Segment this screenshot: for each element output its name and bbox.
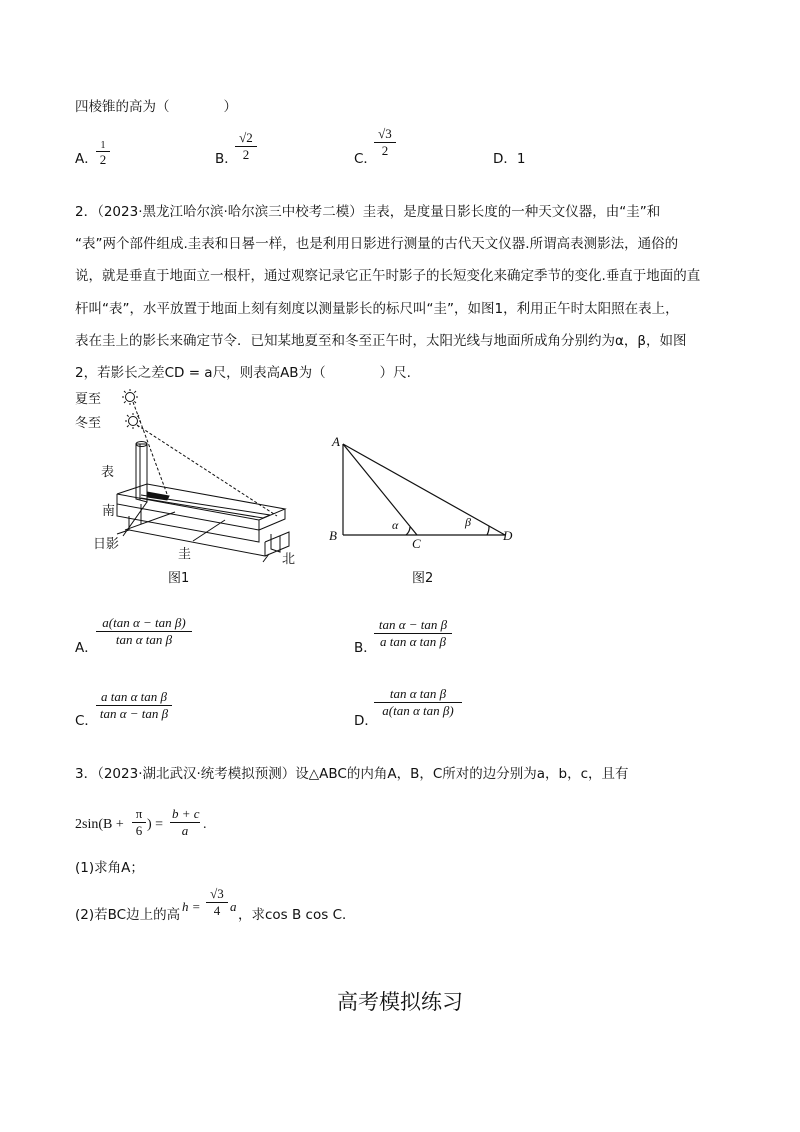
fig2-angle-beta: β: [465, 515, 471, 529]
q2-option-a-fraction: a(tan α − tan β) tan α tan β: [96, 615, 192, 648]
fig2-point-b: B: [329, 528, 337, 543]
q3-part-2: (2)若BC边上的高: [75, 907, 181, 923]
fig1-label-biao: 表: [101, 465, 115, 480]
q2-option-b-fraction: tan α − tan β a tan α tan β: [374, 617, 452, 650]
fig1-label-winter: 冬至: [75, 416, 102, 431]
figure-2-triangle: [330, 432, 520, 547]
fig1-label-gui: 圭: [178, 547, 192, 562]
q2-option-d: D．: [354, 713, 378, 729]
q1-option-a-fraction: 1 2: [96, 140, 110, 168]
q2-option-c: C．: [75, 713, 98, 729]
fig2-point-d: D: [503, 528, 513, 543]
q1-option-d: D．1: [493, 151, 526, 167]
fig1-label-riying: 日影: [93, 537, 120, 552]
q1-option-a: A．: [75, 151, 98, 167]
fig2-caption: 图2: [412, 571, 434, 586]
q1-option-b-fraction: √2 2: [235, 130, 257, 163]
q2-line-5: 表在圭上的影长来确定节令．已知某地夏至和冬至正午时，太阳光线与地面所成角分别约为α，β，如图: [75, 333, 687, 349]
fig1-label-nan: 南: [102, 504, 116, 519]
summer-sun-icon: [122, 389, 138, 405]
q2-option-d-fraction: tan α tan β a(tan α tan β): [374, 686, 462, 719]
fig1-label-bei: 北: [282, 552, 296, 567]
q3-part-2-tail: ，求cos B cos C．: [238, 907, 356, 923]
q1-option-c: C．: [354, 151, 377, 167]
q2-line-1: 2．（2023·黑龙江哈尔滨·哈尔滨三中校考二模）圭表，是度量日影长度的一种天文仪器，由“圭”和: [75, 204, 661, 220]
fig2-angle-alpha: α: [392, 518, 399, 532]
q3-number: 3．: [75, 766, 98, 782]
fig2-point-c: C: [412, 536, 421, 551]
q1-stem: 四棱锥的高为（ ）: [75, 99, 237, 115]
fig1-caption: 图1: [168, 571, 190, 586]
fig2-point-a: A: [332, 434, 340, 449]
q2-line-4: 杆叫“表”，水平放置于地面上刻有刻度以测量影长的标尺叫“圭”，如图1，利用正午时太阳照在表上，: [75, 301, 679, 317]
q1-option-b: B．: [215, 151, 238, 167]
figure-1-gui-biao: [75, 384, 310, 584]
q2-option-a: A．: [75, 640, 98, 656]
q3-stem: 3．（2023·湖北武汉·统考模拟预测）设△ABC的内角A，B，C所对的边分别为a，b，c，且有: [75, 766, 629, 782]
q2-line-3: 说，就是垂直于地面立一根杆，通过观察记录它正午时影子的长短变化来确定季节的变化.垂直于地面的直: [75, 268, 701, 284]
q2-option-c-fraction: a tan α tan β tan α − tan β: [96, 689, 172, 722]
q2-option-b: B．: [354, 640, 377, 656]
q2-line-2: “表”两个部件组成.圭表和日晷一样，也是利用日影进行测量的古代天文仪器.所谓高表测影法，通俗的: [75, 236, 679, 252]
fig1-label-summer: 夏至: [75, 392, 102, 407]
q3-part-1: (1)求角A；: [75, 860, 144, 876]
q1-option-c-fraction: √3 2: [374, 126, 396, 159]
q2-number: 2．: [75, 204, 98, 220]
q2-line-6: 2，若影长之差CD = a尺，则表高AB为（ ）尺.: [75, 365, 411, 381]
footer-title: 高考模拟练习: [337, 990, 463, 1014]
